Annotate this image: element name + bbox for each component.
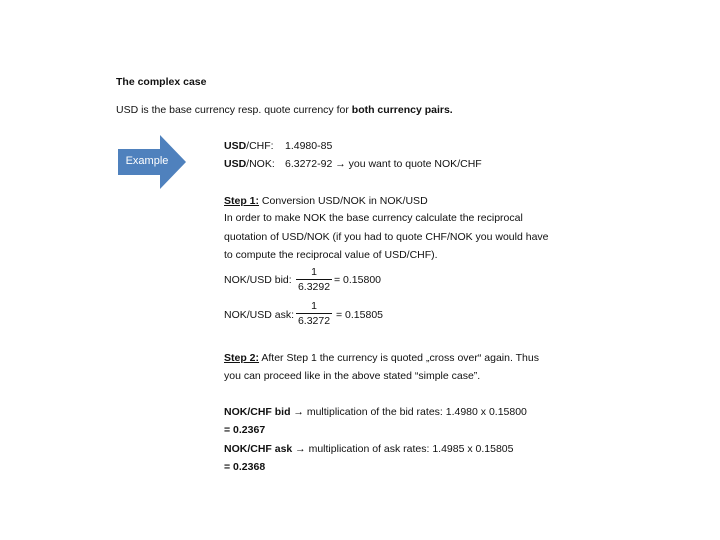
pair-usd-chf: USD/CHF: 1.4980-85	[224, 140, 333, 152]
step1-line-1: In order to make NOK the base currency calculate the reciprocal	[224, 212, 523, 224]
intro-text: USD is the base currency resp. quote currency for both currency pairs.	[116, 104, 453, 116]
pair-usd-nok: USD/NOK: 6.3272-92 → you want to quote NOK/CHF	[224, 158, 482, 170]
page-title: The complex case	[116, 76, 207, 88]
step1-line-3: to compute the reciprocal value of USD/CHF).	[224, 249, 438, 261]
ask-numerator: 1	[311, 300, 317, 312]
step2-line-2: you can proceed like in the above stated “simple case”.	[224, 370, 481, 382]
nok-chf-ask-line: NOK/CHF ask → multiplication of ask rates: 1.4985 x 0.15805	[224, 443, 514, 455]
nok-usd-bid-label: NOK/USD bid:	[224, 274, 292, 286]
nok-usd-ask-result: = 0.15805	[336, 309, 384, 321]
example-arrow	[118, 135, 188, 189]
ask-denominator: 6.3272	[297, 315, 331, 327]
nok-chf-ask-value: = 0.2368	[224, 461, 266, 473]
bid-denominator: 6.3292	[297, 281, 331, 293]
step1-line-2: quotation of USD/NOK (if you had to quote CHF/NOK you would have	[224, 231, 549, 243]
nok-usd-ask-fraction	[296, 300, 332, 327]
example-label: Example	[125, 155, 169, 167]
step1-heading: Step 1: Conversion USD/NOK in NOK/USD	[224, 195, 428, 207]
nok-usd-bid-fraction	[296, 266, 332, 293]
nok-usd-ask-label: NOK/USD ask:	[224, 309, 295, 321]
bid-numerator: 1	[311, 266, 317, 278]
nok-chf-bid-value: = 0.2367	[224, 424, 266, 436]
nok-usd-bid-result: = 0.15800	[334, 274, 382, 286]
step2-line-1: Step 2: After Step 1 the currency is quoted „cross over“ again. Thus	[224, 352, 539, 364]
nok-chf-bid-line: NOK/CHF bid → multiplication of the bid rates: 1.4980 x 0.15800	[224, 406, 527, 418]
